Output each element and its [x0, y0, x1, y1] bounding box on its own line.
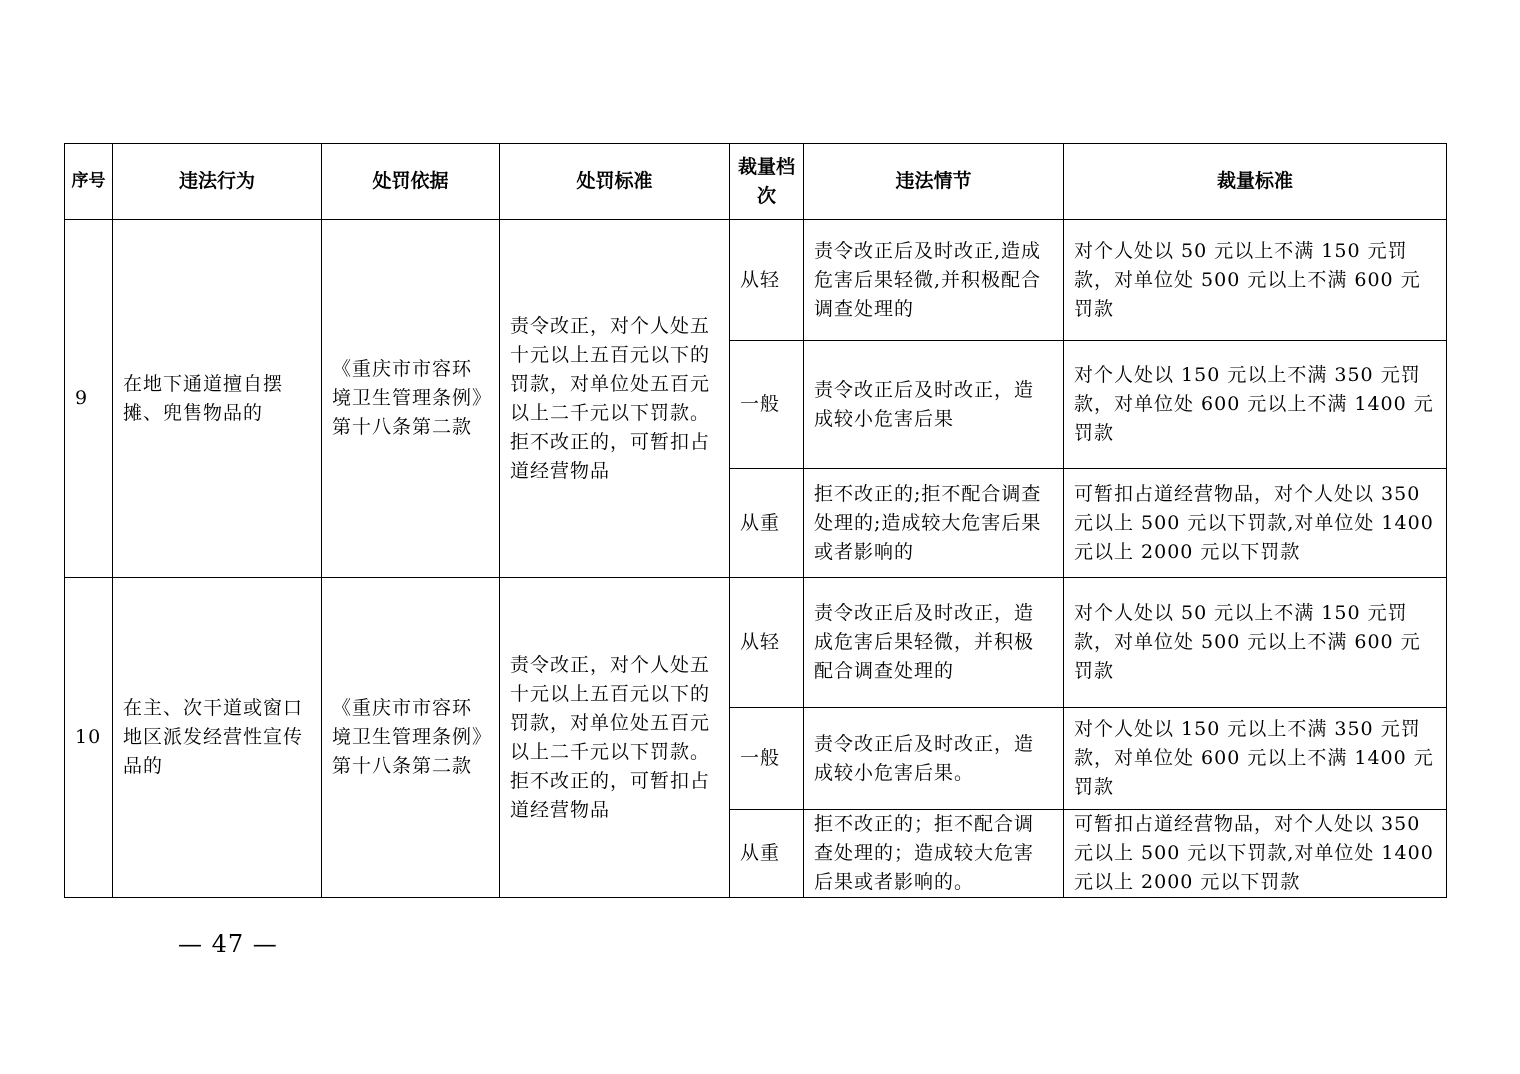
header-standard: 处罚标准 — [500, 144, 730, 220]
header-discretion: 裁量标准 — [1064, 144, 1447, 220]
row-basis: 《重庆市市容环境卫生管理条例》第十八条第二款 — [322, 578, 500, 898]
circumstance-cell: 责令改正后及时改正，造成危害后果轻微，并积极配合调查处理的 — [804, 578, 1064, 708]
table-row — [65, 578, 1447, 708]
row-seq: 10 — [65, 578, 113, 898]
discretion-cell: 对个人处以 150 元以上不满 350 元罚款，对单位处 600 元以上不满 1400 元罚款 — [1064, 708, 1447, 810]
discretion-cell: 可暂扣占道经营物品，对个人处以 350 元以上 500 元以下罚款,对单位处 1400 元以上 2000 元以下罚款 — [1064, 469, 1447, 578]
discretion-cell: 对个人处以 50 元以上不满 150 元罚款，对单位处 500 元以上不满 600 元罚款 — [1064, 578, 1447, 708]
level-cell: 从重 — [730, 469, 804, 578]
circumstance-cell: 责令改正后及时改正，造成较小危害后果。 — [804, 708, 1064, 810]
circumstance-cell: 拒不改正的;拒不配合调查处理的;造成较大危害后果或者影响的 — [804, 469, 1064, 578]
header-seq: 序号 — [65, 144, 113, 220]
row-standard: 责令改正，对个人处五十元以上五百元以下的罚款，对单位处五百元以上二千元以下罚款。拒不改正的，可暂扣占道经营物品 — [500, 220, 730, 578]
header-basis: 处罚依据 — [322, 144, 500, 220]
penalty-discretion-table — [64, 143, 1447, 898]
circumstance-cell: 责令改正后及时改正，造成较小危害后果 — [804, 341, 1064, 469]
row-seq: 9 — [65, 220, 113, 578]
discretion-cell: 可暂扣占道经营物品，对个人处以 350 元以上 500 元以下罚款,对单位处 1400 元以上 2000 元以下罚款 — [1064, 810, 1447, 898]
table-header-row — [65, 144, 1447, 220]
circumstance-cell: 拒不改正的；拒不配合调查处理的；造成较大危害后果或者影响的。 — [804, 810, 1064, 898]
row-behavior: 在地下通道擅自摆摊、兜售物品的 — [113, 220, 322, 578]
discretion-cell: 对个人处以 150 元以上不满 350 元罚款，对单位处 600 元以上不满 1400 元罚款 — [1064, 341, 1447, 469]
circumstance-cell: 责令改正后及时改正,造成危害后果轻微,并积极配合调查处理的 — [804, 220, 1064, 341]
discretion-cell: 对个人处以 50 元以上不满 150 元罚款，对单位处 500 元以上不满 600 元罚款 — [1064, 220, 1447, 341]
row-behavior: 在主、次干道或窗口地区派发经营性宣传品的 — [113, 578, 322, 898]
table-row — [65, 220, 1447, 341]
header-level: 裁量档次 — [730, 144, 804, 220]
header-behavior: 违法行为 — [113, 144, 322, 220]
row-standard: 责令改正，对个人处五十元以上五百元以下的罚款，对单位处五百元以上二千元以下罚款。拒不改正的，可暂扣占道经营物品 — [500, 578, 730, 898]
level-cell: 一般 — [730, 341, 804, 469]
level-cell: 从重 — [730, 810, 804, 898]
row-basis: 《重庆市市容环境卫生管理条例》第十八条第二款 — [322, 220, 500, 578]
header-circumstance: 违法情节 — [804, 144, 1064, 220]
level-cell: 从轻 — [730, 578, 804, 708]
page-number: — 47 — — [178, 930, 278, 958]
level-cell: 一般 — [730, 708, 804, 810]
level-cell: 从轻 — [730, 220, 804, 341]
